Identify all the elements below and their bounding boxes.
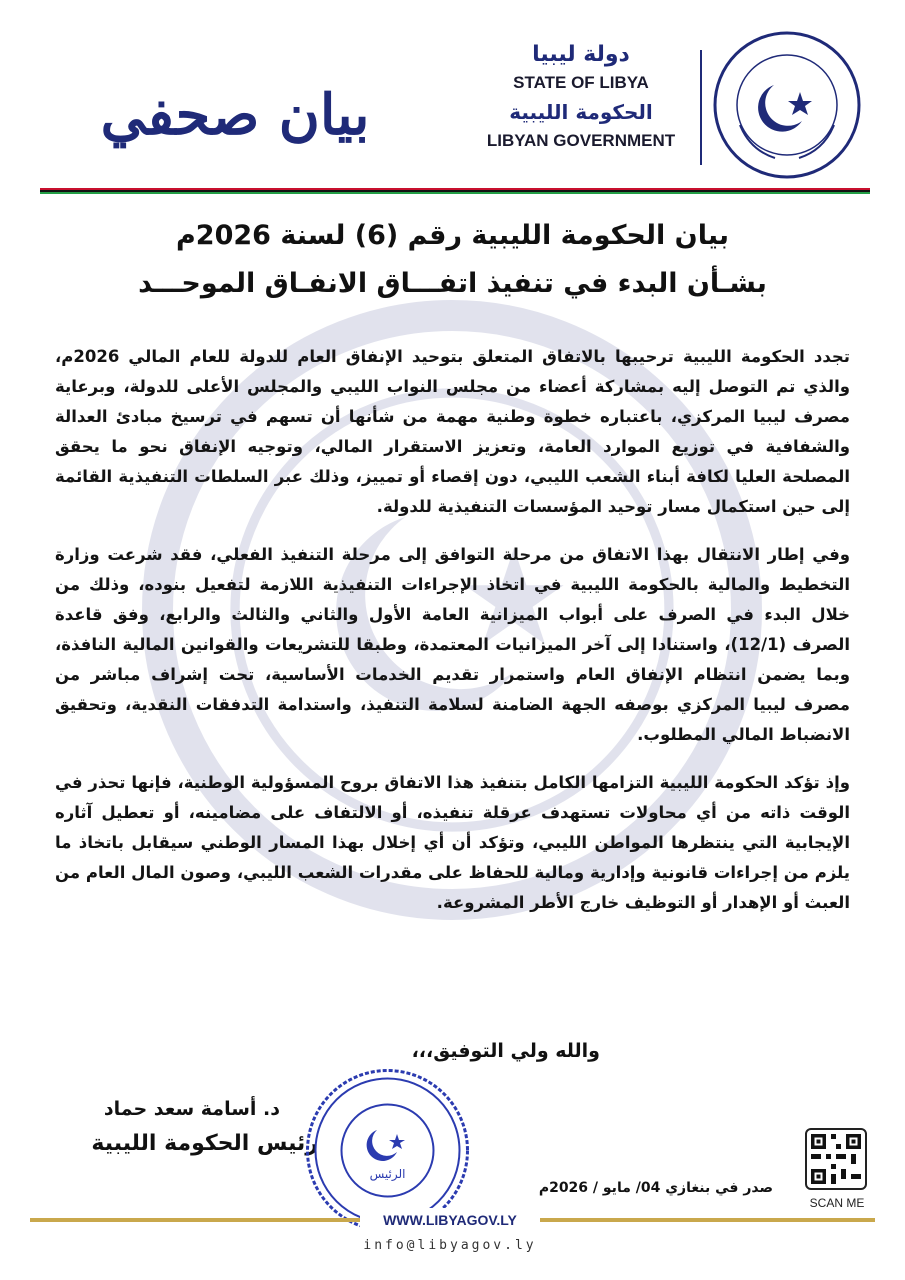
statement-body	[55, 342, 850, 936]
signatory-role: رئيس الحكومة الليبية	[91, 1131, 318, 1156]
seal-center-text: الرئيس	[369, 1167, 406, 1181]
press-release-calligraphy: بيان صحفي	[100, 82, 370, 148]
header-title-block	[470, 40, 692, 154]
signature-block	[48, 1092, 318, 1162]
government-logo	[712, 30, 862, 180]
state-name-english: STATE OF LIBYA	[513, 73, 649, 92]
body-paragraph-1: تجدد الحكومة الليبية ترحيبها بالاتفاق المتعلق بتوحيد الإنفاق العام للدولة للعام المالي 2026م، والذي تم التوصل إليه بمشاركة أعضاء من مجلس النواب الليبي والمجلس الأعلى للدولة، وبرعاية مصرف ليبيا المركزي، باعتباره خطوة وطنية مهمة من شأنها أن تسهم في ترسيخ مبادئ العدالة والشفافية في توزيع الموارد العامة، وتعزيز الاستقرار المالي، وتوجيه الإنفاق نحو ما يحقق المصلحة العليا لكافة أبناء الشعب الليبي، دون إقصاء أو تمييز، وذلك عبر السلطات التنفيذية القائمة إلى حين استكمال مسار توحيد المؤسسات التنفيذية للدولة.	[55, 347, 850, 516]
body-paragraph-2: وفي إطار الانتقال بهذا الاتفاق من مرحلة التوافق إلى مرحلة التنفيذ الفعلي، فقد شرعت وزارة التخطيط والمالية بالحكومة الليبية في اتخاذ الإجراءات التنفيذية اللازمة لتفعيل بنوده، وذلك من خلال البدء في الصرف على أبواب الميزانية العامة الأول والثاني والثالث والرابع، وفق قاعدة الصرف (12/1)، واستنادا إلى آخر الميزانيات المعتمدة، وطبقا للتشريعات والقوانين المالية النافذة، وبما يضمن انتظام الإنفاق العام واستمرار تقديم الخدمات الأساسية، تحت إشراف مباشر من مصرف ليبيا المركزي بوصفه الجهة الضامنة لسلامة التنفيذ، واستدامة التدفقات النقدية، وتحقيق الانضباط المالي المطلوب.	[55, 545, 851, 744]
website-link[interactable]: WWW.LIBYAGOV.LY	[360, 1208, 540, 1232]
statement-title	[60, 212, 845, 308]
flag-color-line	[40, 188, 870, 194]
issue-place-date: صدر في بنغازي 04/ مايو / 2026م	[538, 1180, 773, 1196]
signatory-name: د. أسامة سعد حماد	[103, 1098, 280, 1120]
qr-scan-label: SCAN ME	[809, 1196, 865, 1210]
state-name-arabic: دولة ليبيا	[532, 42, 630, 67]
government-name-english: LIBYAN GOVERNMENT	[486, 131, 676, 150]
government-name-arabic: الحكومة الليبية	[509, 100, 653, 124]
email-address[interactable]: info@libyagov.ly	[363, 1238, 537, 1253]
header-divider	[700, 50, 702, 165]
body-paragraph-3: وإذ تؤكد الحكومة الليبية التزامها الكامل بتنفيذ هذا الاتفاق بروح المسؤولية الوطنية، فإنها تحذر في الوقت ذاته من أي محاولات تستهدف عرقلة تنفيذه، أو الالتفاف على مضامينه، أو تعطيل آثاره الإيجابية التي ينتظرها المواطن الليبي، وتؤكد أن أي إخلال بهذا المسار الوطني سيقابل باتخاذ ما يلزم من إجراءات قانونية وإدارية ومالية للحفاظ على مقدرات الشعب الليبي، وصون المال العام من العبث أو الإهدار أو التوظيف خارج الأطر المشروعة.	[55, 773, 850, 912]
qr-code[interactable]	[805, 1128, 867, 1190]
statement-title-line1: بيان الحكومة الليبية رقم (6) لسنة 2026م	[175, 220, 729, 251]
closing-phrase: والله ولي التوفيق،،،	[411, 1040, 600, 1062]
statement-title-line2: بشـأن البدء في تنفيذ اتفـــاق الانفـاق الموحـــد	[138, 268, 767, 299]
qr-code-icon	[811, 1134, 861, 1184]
